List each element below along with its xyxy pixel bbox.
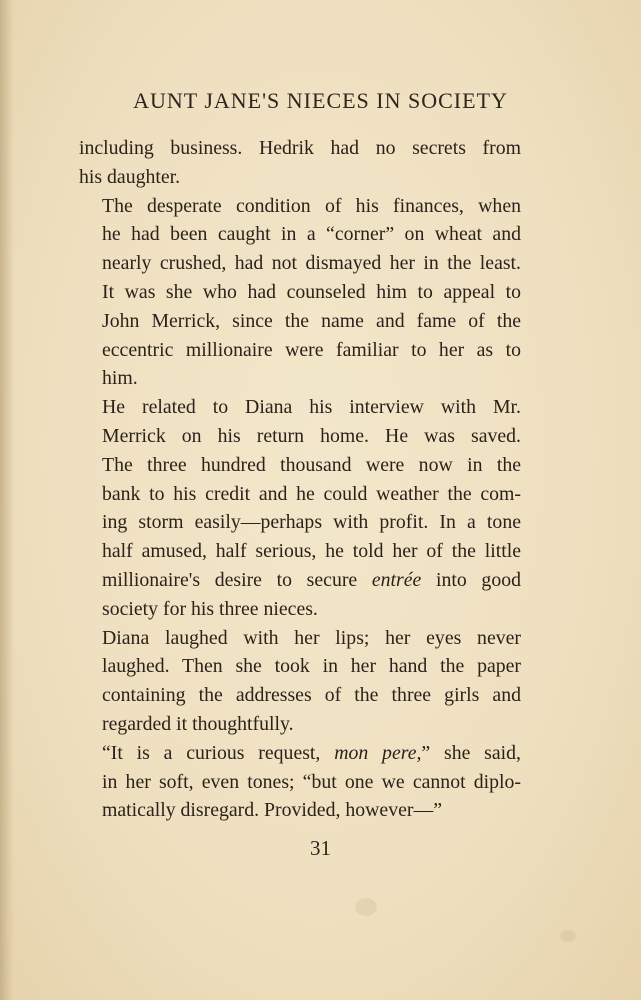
text-segment: millionaire's desire to secure [102,568,358,591]
paper-stain [355,898,377,916]
page-number: 31 [310,836,331,860]
paragraph [79,393,521,623]
text-line: Diana laughed with her lips; her eyes never [102,626,521,649]
text-line: including business. Hedrik had no secrets from [79,137,521,159]
text-line: John Merrick, since the name and fame of the [102,309,521,332]
text-line-with-italic [79,739,521,768]
text-line: The three hundred thousand were now in the [102,453,521,476]
text-line: The desperate condition of his finances, when [102,194,521,217]
text-segment: ” she said, [421,741,521,764]
text-line: half amused, half serious, he told her of the little [102,540,521,563]
paragraph [79,624,521,739]
paragraph [79,134,521,192]
text-line: him. [102,367,138,390]
text-segment: “It is a curious request, [102,741,321,764]
text-line-with-italic [79,566,521,595]
text-line: matically disregard. Provided, however—” [102,799,443,822]
text-line: nearly crushed, had not dismayed her in the least. [102,252,521,275]
text-line: his daughter. [79,165,181,188]
text-line: in her soft, even tones; “but one we cannot diplo- [102,770,521,793]
italic-word: entrée [371,568,422,591]
body-text [79,134,521,825]
paper-stain [560,930,576,942]
text-line: he had been caught in a “corner” on wheat and [102,223,521,246]
text-line: regarded it thoughtfully. [102,712,294,735]
text-line: Merrick on his return home. He was saved. [102,424,521,447]
text-segment: into good [435,568,521,591]
text-line: containing the addresses of the three girls and [102,684,521,707]
paragraph [79,739,521,825]
running-head: AUNT JANE'S NIECES IN SOCIETY [133,88,508,113]
italic-phrase: mon pere, [334,741,422,764]
text-line: eccentric millionaire were familiar to her as to [102,338,521,361]
text-line: bank to his credit and he could weather the com- [102,482,521,505]
text-line: ing storm easily—perhaps with profit. In a tone [102,511,521,534]
text-line: society for his three nieces. [102,597,318,620]
text-line: laughed. Then she took in her hand the paper [102,655,521,678]
text-line: It was she who had counseled him to appeal to [102,280,521,303]
text-line: He related to Diana his interview with Mr. [102,396,521,419]
paragraph [79,192,521,394]
